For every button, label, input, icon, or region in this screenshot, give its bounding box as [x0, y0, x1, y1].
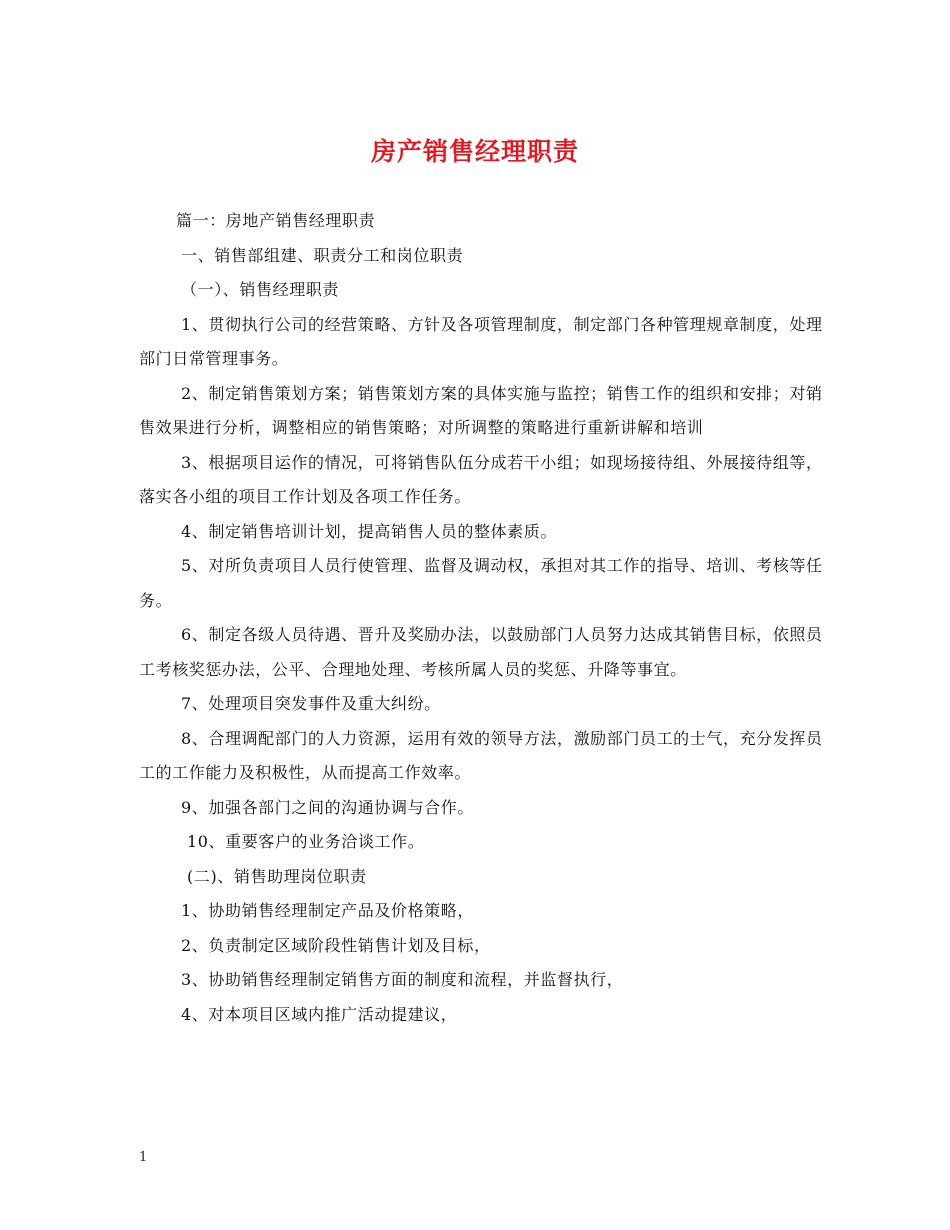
paragraph: 3、根据项目运作的情况，可将销售队伍分成若干小组；如现场接待组、外展接待组等，落实各小组的项目工作计划及各项工作任务。 — [139, 452, 823, 506]
paragraph: 10、重要客户的业务洽谈工作。 — [187, 832, 425, 851]
paragraph: 7、处理项目突发事件及重大纠纷。 — [181, 694, 441, 713]
paragraph: (二)、销售助理岗位职责 — [187, 866, 367, 886]
paragraph: 2、制定销售策划方案；销售策划方案的具体实施与监控；销售工作的组织和安排；对销售效果进行分析，调整相应的销售策略；对所调整的策略进行重新讲解和培训 — [139, 383, 823, 437]
paragraph: 4、制定销售培训计划，提高销售人员的整体素质。 — [181, 521, 557, 541]
paragraph: 8、合理调配部门的人力资源，运用有效的领导方法，激励部门员工的士气，充分发挥员工的工作能力及积极性，从而提高工作效率。 — [139, 728, 823, 782]
paragraph: 1、协助销售经理制定产品及价格策略， — [181, 901, 474, 920]
page-number: 1 — [139, 1150, 148, 1165]
document-title: 房产销售经理职责 — [370, 137, 579, 166]
document-body — [139, 204, 839, 1032]
paragraph: 5、对所负责项目人员行使管理、监督及调动权，承担对其工作的指导、培训、考核等任务。 — [139, 556, 823, 610]
paragraph: （一）、销售经理职责 — [181, 280, 340, 299]
paragraph: 9、加强各部门之间的沟通协调与合作。 — [181, 797, 474, 817]
paragraph: 篇一：房地产销售经理职责 — [176, 211, 376, 230]
paragraph: 1、贯彻执行公司的经营策略、方针及各项管理制度，制定部门各种管理规章制度，处理部门日常管理事务。 — [139, 314, 823, 368]
paragraph: 4、对本项目区域内推广活动提建议， — [181, 1004, 458, 1024]
paragraph: 6、制定各级人员待遇、晋升及奖励办法，以鼓励部门人员努力达成其销售目标，依照员工考核奖惩办法，公平、合理地处理、考核所属人员的奖惩、升降等事宜。 — [139, 625, 823, 679]
paragraph: 一、销售部组建、职责分工和岗位职责 — [181, 245, 464, 265]
paragraph: 3、协助销售经理制定销售方面的制度和流程，并监督执行， — [181, 970, 624, 989]
paragraph: 2、负责制定区域阶段性销售计划及目标， — [181, 935, 491, 955]
